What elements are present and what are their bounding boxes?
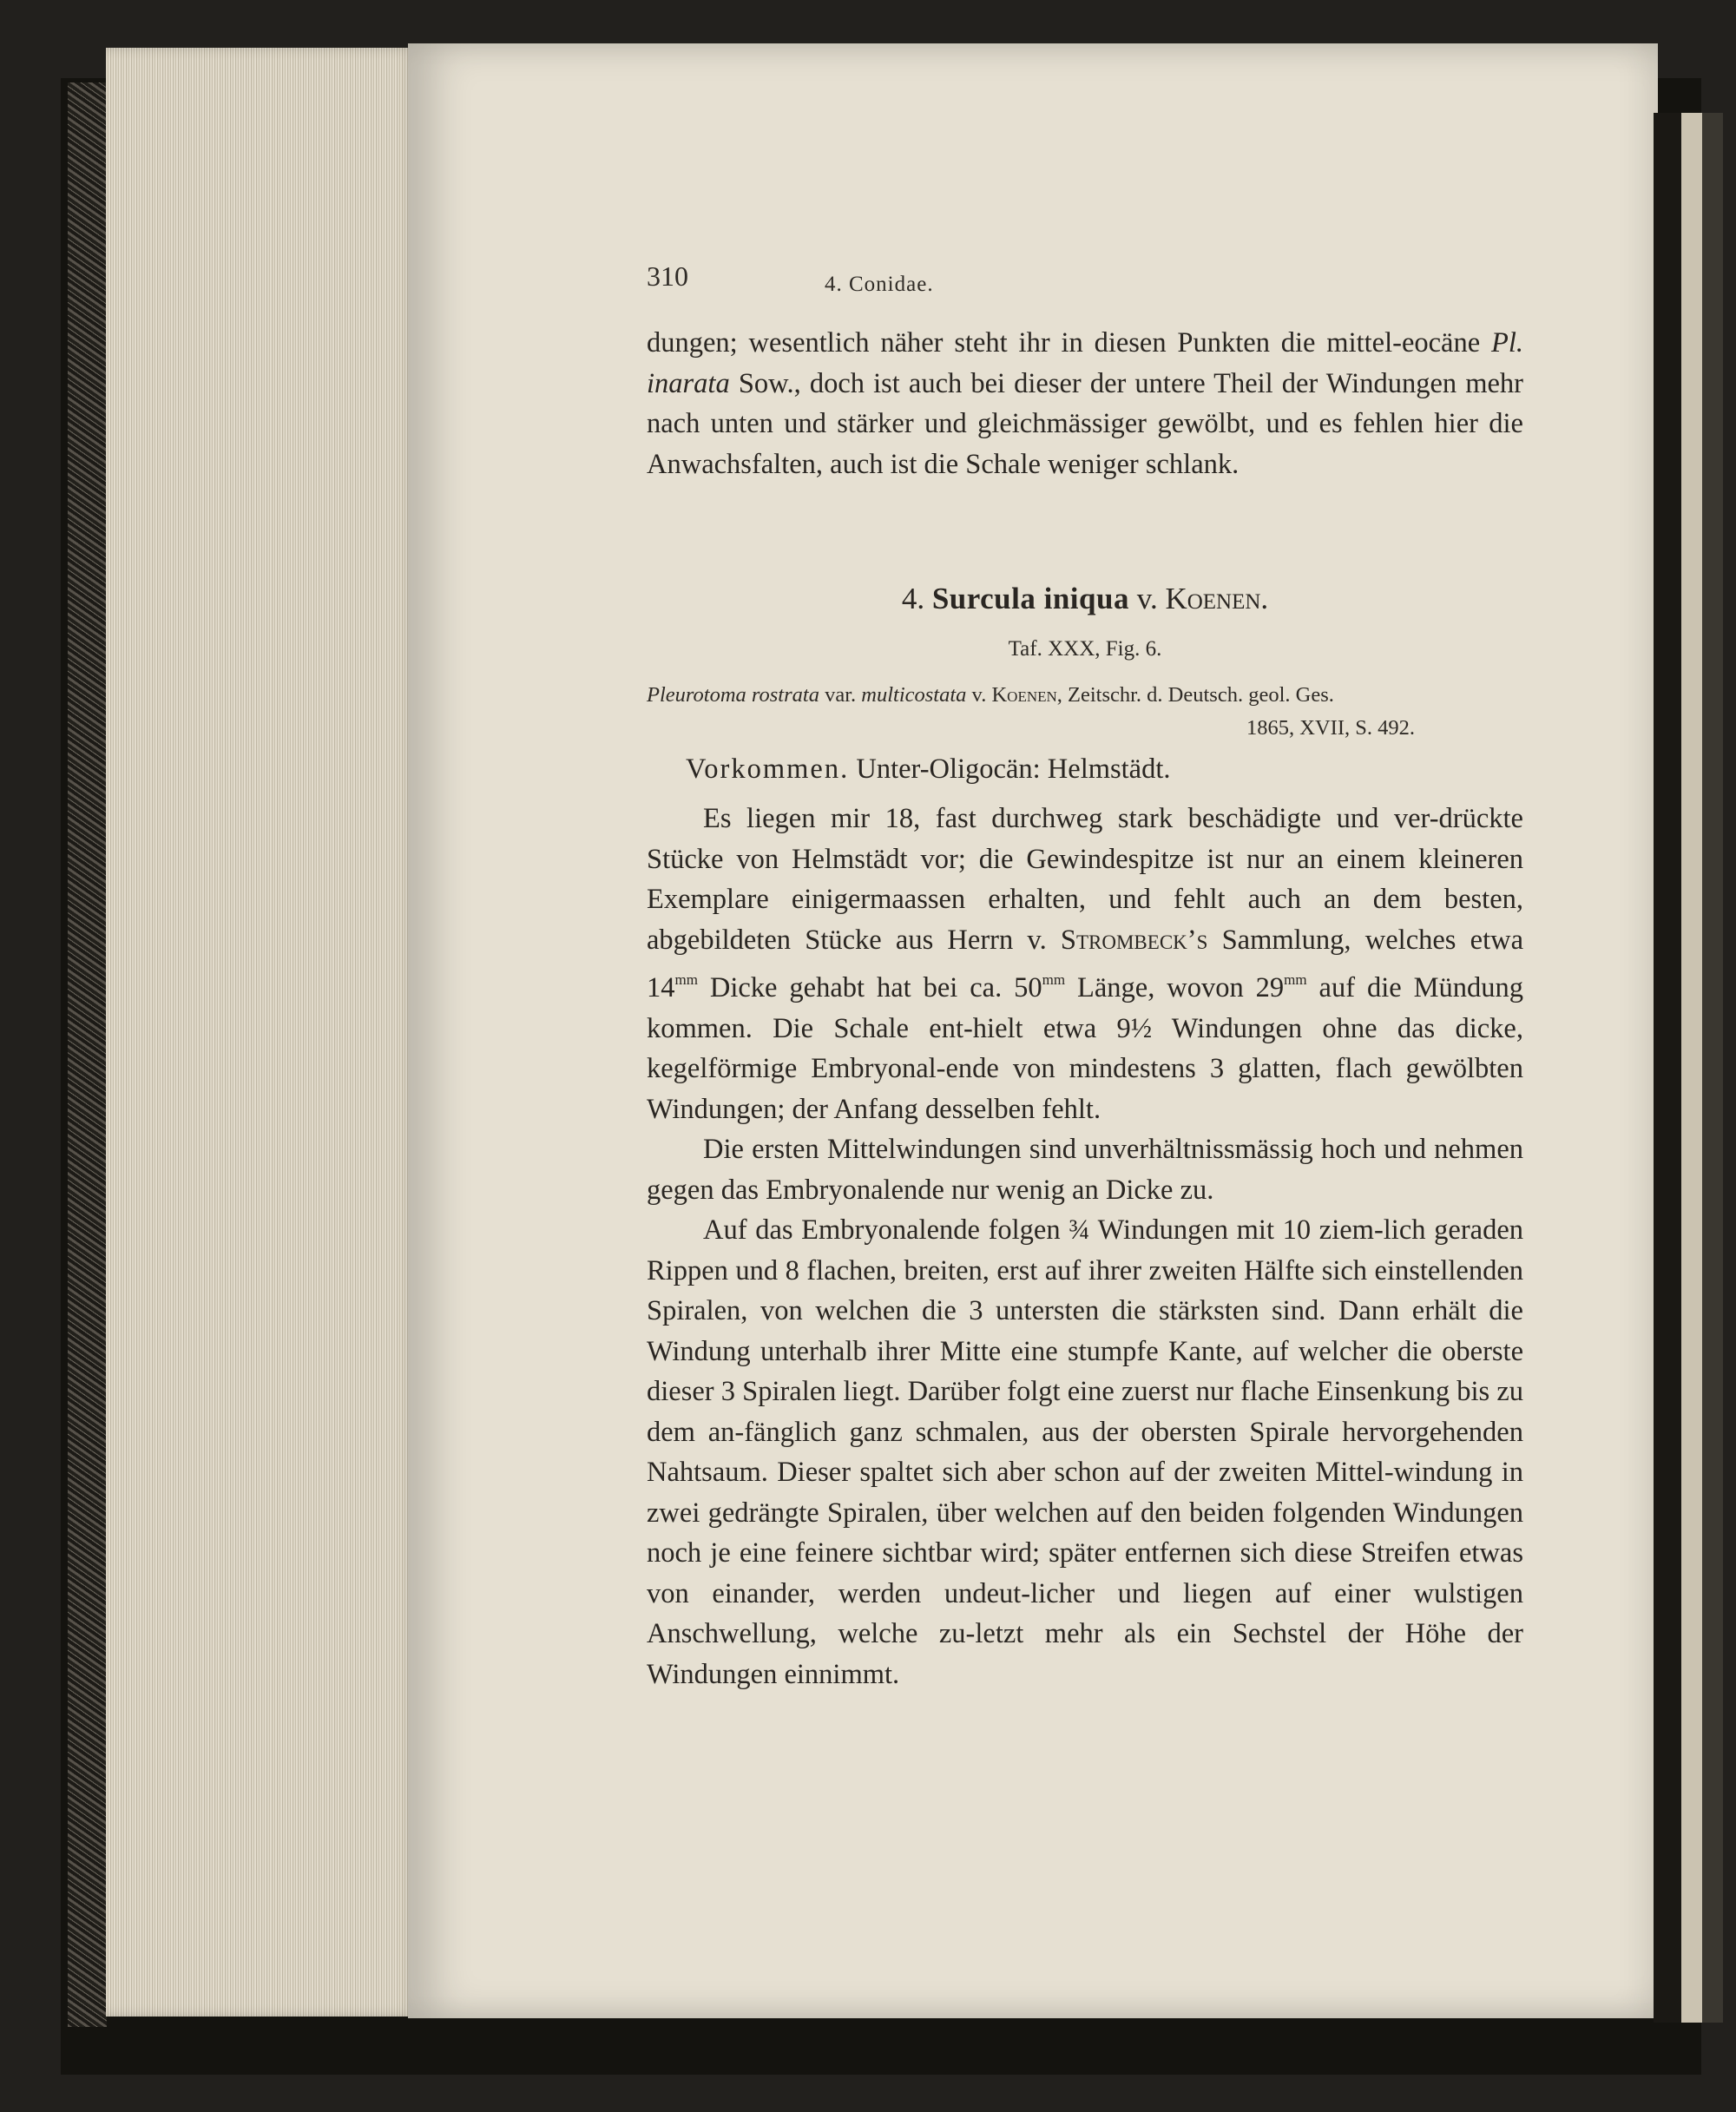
species-number: 4. bbox=[901, 582, 925, 615]
paragraph-2: Die ersten Mittelwindungen sind unverhältnissmässig hoch und nehmen gegen das Embryonalende nur wenig an Dicke zu. bbox=[647, 1134, 1523, 1206]
variety-name: multicostata bbox=[861, 683, 967, 707]
species-heading bbox=[647, 582, 1523, 616]
occurrence-text: Unter-Oligocän: Helmstädt. bbox=[856, 753, 1171, 785]
marbled-binding bbox=[68, 82, 107, 2027]
page-edges bbox=[106, 48, 418, 2017]
paragraph-1 bbox=[647, 799, 1523, 1129]
var-label: var. bbox=[825, 683, 857, 707]
continued-text-1: dungen; wesentlich näher steht ihr in diesen Punkten die mittel-eocäne bbox=[647, 327, 1491, 359]
p1-text-c: Dicke gehabt hat bei ca. 50 bbox=[697, 972, 1042, 1003]
synonymy-entry bbox=[647, 679, 1523, 745]
facing-page-edge bbox=[1654, 113, 1723, 2023]
unit-mm: mm bbox=[1284, 971, 1307, 988]
unit-mm: mm bbox=[674, 971, 698, 988]
page-header bbox=[647, 260, 1515, 313]
running-head: 4. Conidae. bbox=[825, 273, 934, 296]
paragraph-3: Auf das Embryonalende folgen ¾ Windungen mit 10 ziem-lich geraden Rippen und 8 flachen, breiten, erst auf ihrer zweiten Hälfte sich einstellenden Spiralen, von welchen die 3 untersten die stärksten sind. Dann erhält die Windung unterhalb ihrer Mitte eine stumpfe Kante, auf welcher die oberste dieser 3 Spiralen liegt. Darüber folgt eine zuerst nur flache Einsenkung bis zu dem an-fänglich ganz schmalen, aus der obersten Spirale hervorgehenden Nahtsaum. Dieser spaltet sich aber schon auf der zweiten Mittel-windung in zwei gedrängte Spiralen, über welchen auf den beiden folgenden Windungen noch je eine feinere sichtbar wird; später entfernen sich diese Streifen etwas von einander, werden undeut-licher und liegen auf einer wulstigen Anschwellung, welche zu-letzt mehr als ein Sechstel der Höhe der Windungen einnimmt. bbox=[647, 1214, 1523, 1690]
occurrence-line bbox=[647, 753, 1523, 786]
p1-text-e: auf die Mündung kommen. Die Schale ent-hielt etwa 9½ Windungen ohne das dicke, kegelförmige Embryonal-ende von mindestens 3 glatten, flach gewölbten Windungen; der Anfang desselben fehlt. bbox=[647, 972, 1523, 1125]
plate-reference: Taf. XXX, Fig. 6. bbox=[1008, 637, 1162, 661]
author-abbrev: Sow. bbox=[738, 367, 794, 399]
occurrence-label: Vorkommen. bbox=[686, 753, 850, 785]
synonym-citation: , Zeitschr. d. Deutsch. geol. Ges. bbox=[1056, 683, 1334, 707]
synonym-citation-cont: 1865, XVII, S. 492. bbox=[1246, 716, 1415, 740]
p1-text-b: Sammlung, welches etwa 14 bbox=[647, 924, 1523, 1003]
continued-paragraph bbox=[647, 323, 1523, 484]
synonym-name: Pleurotoma rostrata bbox=[647, 683, 819, 707]
synonym-author-prefix: v. bbox=[971, 683, 987, 707]
synonym-author: Koenen bbox=[991, 683, 1057, 707]
p1-text-d: Länge, wovon 29 bbox=[1065, 972, 1285, 1003]
species-author: Koenen. bbox=[1165, 582, 1269, 615]
p1-text-a: Es liegen mir 18, fast durchweg stark beschädigte und ver-drückte Stücke von Helmstädt vor; die Gewindespitze ist nur an einem kleineren Exemplare einigermaassen erhalten, und fehlt auch an dem besten, abgebildeten Stücke aus Herrn v. bbox=[647, 803, 1523, 956]
species-name-inarata: Pl. inarata bbox=[647, 327, 1523, 399]
unit-mm: mm bbox=[1042, 971, 1066, 988]
collector-name: Strombeck’s bbox=[1060, 924, 1208, 956]
description-body bbox=[647, 799, 1523, 1694]
page-number: 310 bbox=[647, 260, 688, 292]
species-title: Surcula iniqua bbox=[931, 582, 1129, 615]
author-prefix: v. bbox=[1136, 582, 1158, 615]
continued-text-2: , doch ist auch bei dieser der untere Theil der Windungen mehr nach unten und stärker und gleichmässiger gewölbt, und es fehlen hier die Anwachsfalten, auch ist die Schale weniger schlank. bbox=[647, 367, 1523, 480]
